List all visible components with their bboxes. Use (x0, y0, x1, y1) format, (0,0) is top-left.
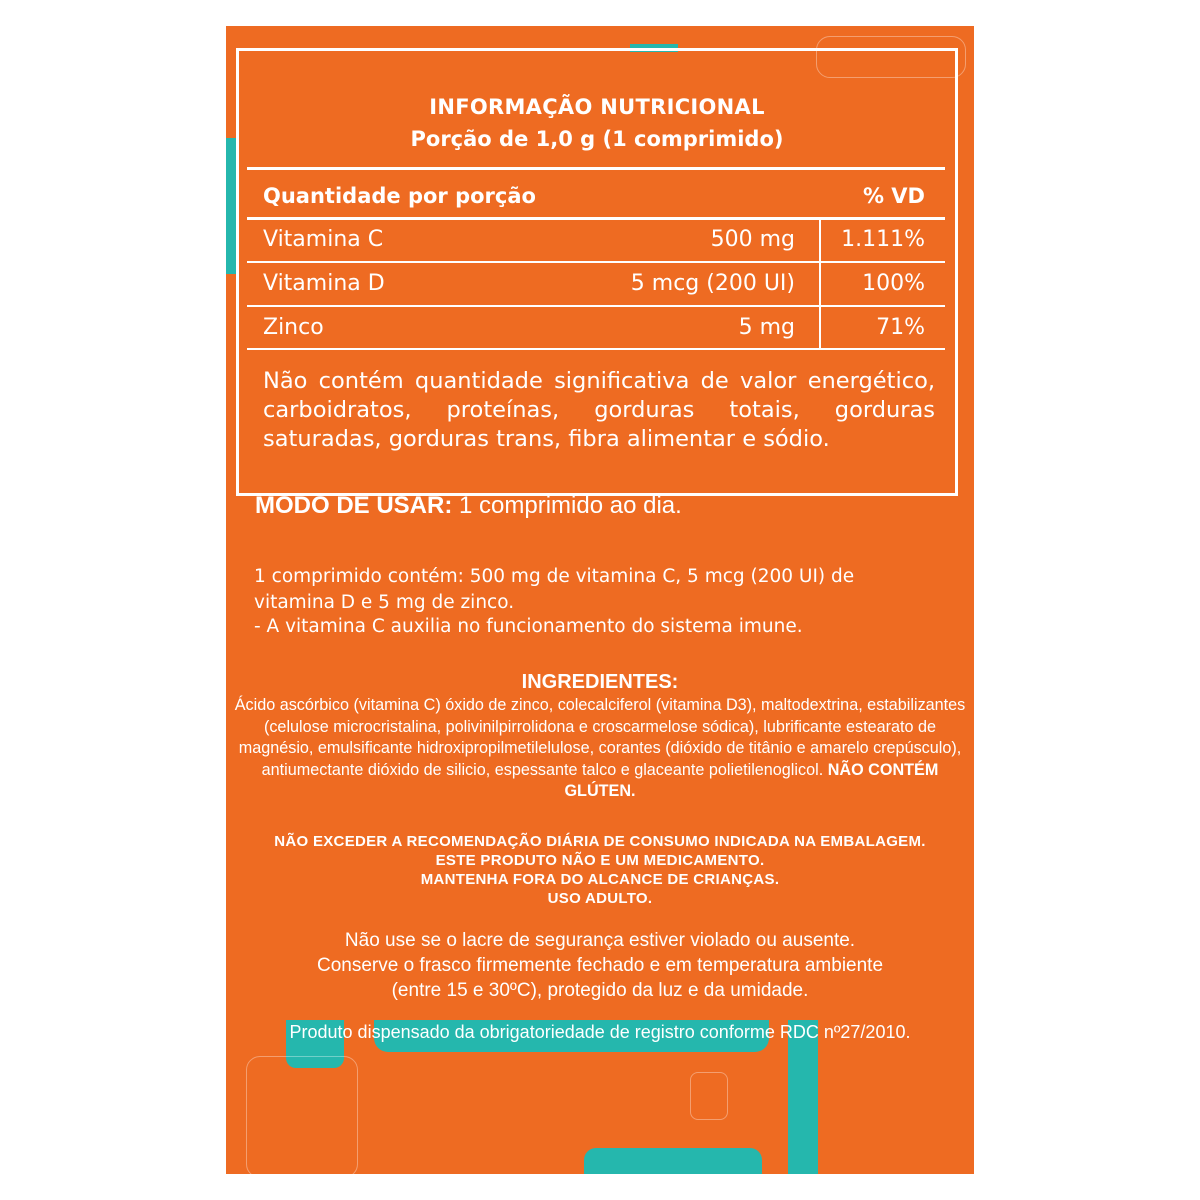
decorative-outline (690, 1072, 728, 1120)
nutrient-vd: 100% (862, 271, 925, 296)
storage-line: (entre 15 e 30ºC), protegido da luz e da umidade. (391, 980, 809, 1001)
nutrient-amount: 5 mcg (200 UI) (630, 271, 795, 296)
usage-label: MODO DE USAR: (255, 492, 453, 519)
warning-line: NÃO EXCEDER A RECOMENDAÇÃO DIÁRIA DE CONSUMO INDICADA NA EMBALAGEM. (274, 833, 926, 850)
decorative-shape (584, 1148, 762, 1174)
gluten-statement: NÃO CONTÉM GLÚTEN. (564, 760, 939, 800)
vd-header: % VD (862, 184, 925, 208)
serving-size: Porção de 1,0 g (1 comprimido) (410, 127, 784, 151)
warning-line: MANTENHA FORA DO ALCANCE DE CRIANÇAS. (420, 871, 780, 888)
decorative-shape (788, 1020, 818, 1174)
nutrition-title: INFORMAÇÃO NUTRICIONAL (429, 95, 765, 119)
decorative-outline (246, 1056, 358, 1174)
warnings-block (226, 832, 974, 908)
storage-line: Conserve o frasco firmemente fechado e em temperatura ambiente (316, 955, 884, 976)
table-divider (247, 348, 945, 350)
usage-text: 1 comprimido ao dia. (452, 492, 682, 519)
column-divider (819, 219, 821, 349)
usage-instructions (255, 492, 682, 520)
nutrition-note: Não contém quantidade significativa de valor energético, carboidratos, proteínas, gorduras totais, gorduras saturadas, gorduras trans, fibra alimentar e sódio. (263, 368, 935, 452)
nutrition-facts-table (236, 48, 958, 496)
warning-line: USO ADULTO. (547, 890, 653, 907)
ingredients-text (232, 695, 968, 803)
table-divider (247, 217, 945, 220)
storage-instructions (226, 928, 974, 1003)
table-divider (247, 167, 945, 170)
registration-note: Produto dispensado da obrigatoriedade de registro conforme RDC nº27/2010. (289, 1022, 911, 1042)
table-divider (247, 305, 945, 307)
ingredients-list: Ácido ascórbico (vitamina C) óxido de zinco, colecalciferol (vitamina D3), maltodextrina, estabilizantes (celulose microcristalina, polivinilpirrolidona e croscarmelose sódica), lubrificante estearato de magnésio, emulsificante hidroxipropilmetilelulose, corantes (dióxido de titânio e amarelo crepúsculo), antiumectante dióxido de silicio, espessante talco e glaceante polietilenoglicol. (234, 696, 966, 779)
nutrient-vd: 71% (876, 315, 925, 340)
nutrient-name: Zinco (263, 315, 324, 340)
tablet-contents: 1 comprimido contém: 500 mg de vitamina C, 5 mcg (200 UI) de vitamina D e 5 mg de zinco. (254, 566, 855, 613)
ingredients-title: INGREDIENTES: (521, 671, 679, 693)
decorative-shape (226, 138, 236, 274)
table-divider (247, 261, 945, 263)
warning-line: ESTE PRODUTO NÃO E UM MEDICAMENTO. (435, 852, 765, 869)
quantity-header: Quantidade por porção (263, 184, 536, 208)
nutrient-vd: 1.111% (841, 227, 925, 252)
nutrient-name: Vitamina D (263, 271, 385, 296)
nutrient-amount: 5 mg (738, 315, 795, 340)
label-panel (226, 26, 974, 1174)
nutrient-name: Vitamina C (263, 227, 384, 252)
nutrient-amount: 500 mg (710, 227, 795, 252)
storage-line: Não use se o lacre de segurança estiver violado ou ausente. (344, 930, 856, 951)
health-claim: - A vitamina C auxilia no funcionamento do sistema imune. (254, 616, 803, 637)
